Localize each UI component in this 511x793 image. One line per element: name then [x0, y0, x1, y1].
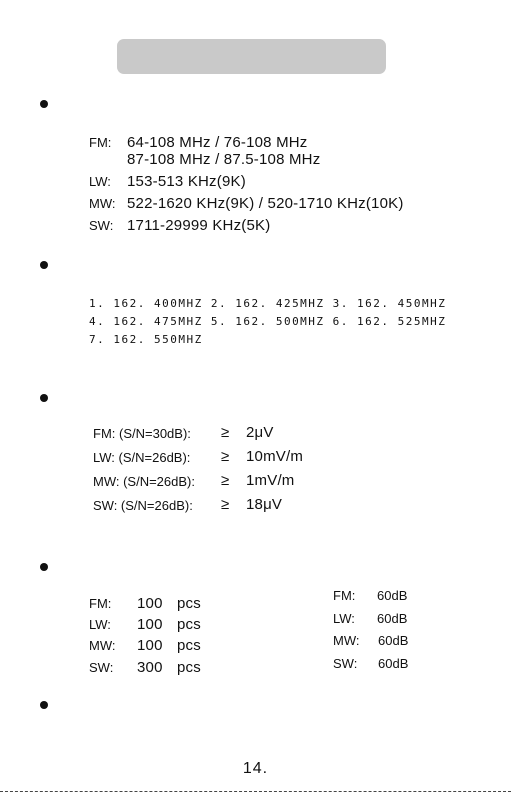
preset-label-mw: MW:	[89, 638, 116, 653]
selectivity-label-mw: MW:	[333, 633, 360, 648]
weather-line-2: 4. 162. 475MHZ 5. 162. 500MHZ 6. 162. 525MHZ	[89, 315, 447, 328]
bullet-section-5	[40, 701, 48, 709]
sensitivity-value-lw: 10mV/m	[246, 448, 304, 465]
preset-count-lw: 100	[137, 616, 163, 633]
selectivity-value-mw: 60dB	[378, 633, 409, 648]
sensitivity-label-mw: MW: (S/N=26dB):	[93, 474, 195, 489]
band-label-fm: FM:	[89, 135, 112, 150]
weather-line-3: 7. 162. 550MHZ	[89, 333, 203, 346]
preset-unit-sw: pcs	[177, 659, 201, 676]
sensitivity-symbol-lw: ≥	[221, 448, 230, 465]
selectivity-label-fm: FM:	[333, 588, 356, 603]
sensitivity-value-sw: 18μV	[246, 496, 283, 513]
sensitivity-value-mw: 1mV/m	[246, 472, 295, 489]
preset-unit-mw: pcs	[177, 637, 201, 654]
preset-label-lw: LW:	[89, 617, 111, 632]
bullet-sensitivity	[40, 394, 48, 402]
weather-line-1: 1. 162. 400MHZ 2. 162. 425MHZ 3. 162. 450MHZ	[89, 297, 447, 310]
sensitivity-symbol-mw: ≥	[221, 472, 230, 489]
preset-count-fm: 100	[137, 595, 163, 612]
sensitivity-label-fm: FM: (S/N=30dB):	[93, 426, 191, 441]
preset-label-fm: FM:	[89, 596, 112, 611]
bottom-divider	[0, 791, 511, 792]
band-label-lw: LW:	[89, 174, 111, 189]
preset-unit-lw: pcs	[177, 616, 201, 633]
section-header-bar	[117, 39, 386, 74]
sensitivity-label-lw: LW: (S/N=26dB):	[93, 450, 191, 465]
sensitivity-symbol-fm: ≥	[221, 424, 230, 441]
band-value-sw: 1711-29999 KHz(5K)	[127, 217, 271, 234]
sensitivity-value-fm: 2μV	[246, 424, 274, 441]
band-label-sw: SW:	[89, 218, 114, 233]
band-value-fm-2: 87-108 MHz / 87.5-108 MHz	[127, 151, 321, 168]
preset-count-mw: 100	[137, 637, 163, 654]
bullet-presets	[40, 563, 48, 571]
preset-unit-fm: pcs	[177, 595, 201, 612]
bullet-weather-band	[40, 261, 48, 269]
selectivity-label-lw: LW:	[333, 611, 355, 626]
band-value-lw: 153-513 KHz(9K)	[127, 173, 246, 190]
selectivity-value-lw: 60dB	[377, 611, 408, 626]
band-value-mw: 522-1620 KHz(9K) / 520-1710 KHz(10K)	[127, 195, 404, 212]
selectivity-value-fm: 60dB	[377, 588, 408, 603]
band-label-mw: MW:	[89, 196, 116, 211]
band-value-fm: 64-108 MHz / 76-108 MHz	[127, 134, 308, 151]
sensitivity-label-sw: SW: (S/N=26dB):	[93, 498, 193, 513]
preset-count-sw: 300	[137, 659, 163, 676]
selectivity-label-sw: SW:	[333, 656, 358, 671]
bullet-frequency-range	[40, 100, 48, 108]
page-number: 14.	[242, 760, 269, 777]
preset-label-sw: SW:	[89, 660, 114, 675]
selectivity-value-sw: 60dB	[378, 656, 409, 671]
sensitivity-symbol-sw: ≥	[221, 496, 230, 513]
